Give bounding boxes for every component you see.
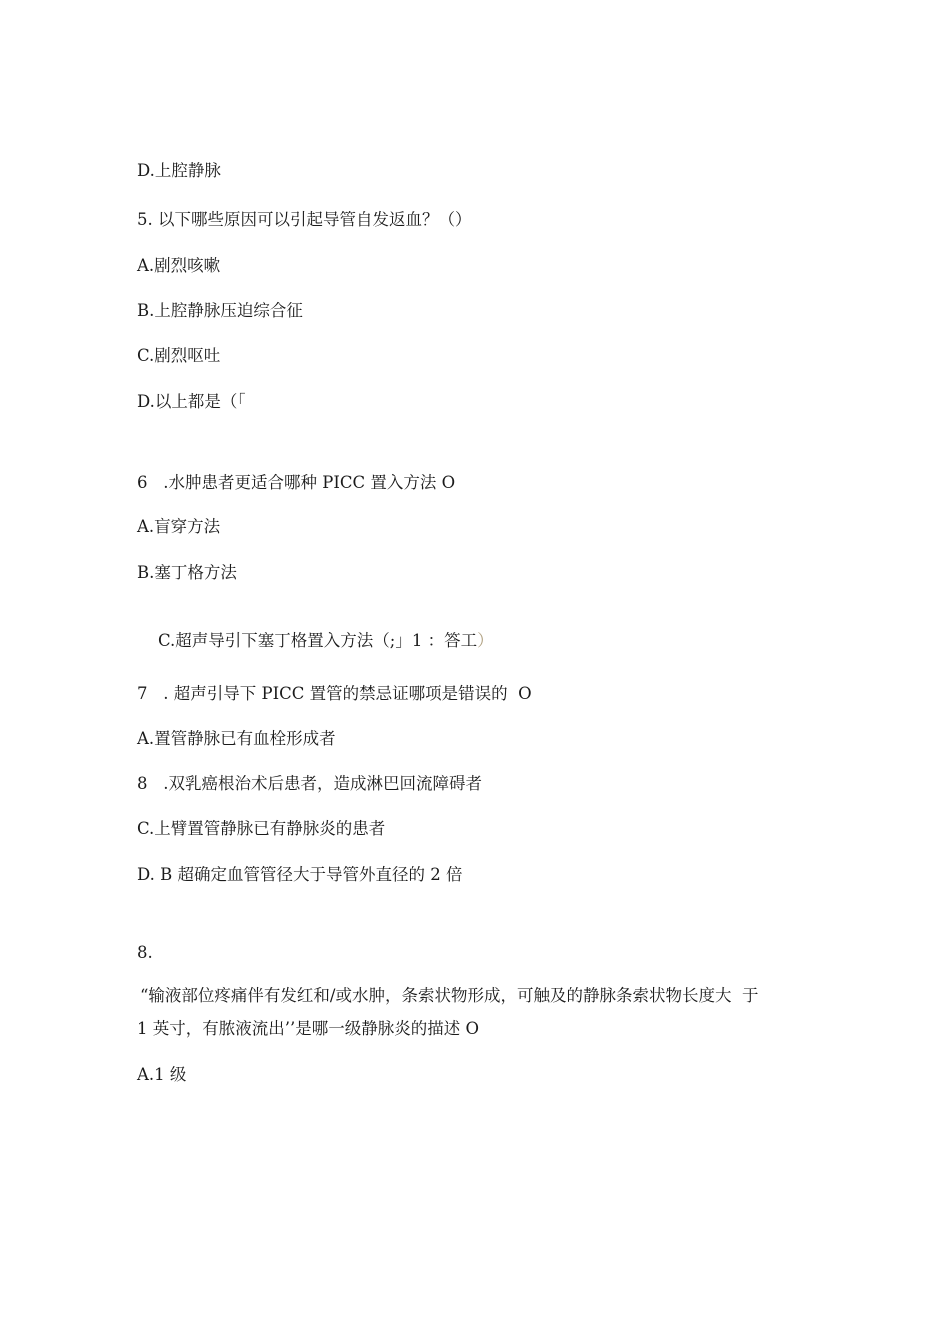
question-8-text-line1: “输液部位疼痛伴有发红和/或水肿，条索状物形成，可触及的静脉条索状物长度大 于: [140, 986, 759, 1005]
option-q4-d: D.上腔静脉: [137, 161, 221, 180]
option-q5-b: B.上腔静脉压迫综合征: [137, 301, 303, 320]
option-q7-b: 8 .双乳癌根治术后患者，造成淋巴回流障碍者: [137, 774, 482, 793]
question-8-text-line2: 1 英寸，有脓液流出’’是哪一级静脉炎的描述 O: [137, 1019, 480, 1038]
option-q5-d: D.以上都是（「: [137, 392, 246, 411]
option-q6-c: [137, 611, 494, 671]
question-7: 7 . 超声引导下 PICC 置管的禁忌证哪项是错误的 O: [137, 684, 532, 703]
option-q6-c-trailing: ）: [477, 631, 494, 650]
option-q8-a: A.1 级: [137, 1065, 187, 1084]
question-5: 5. 以下哪些原因可以引起导管自发返血？（）: [137, 210, 472, 229]
question-6: 6 .水肿患者更适合哪种 PICC 置入方法 O: [137, 473, 456, 492]
option-q7-d: D. B 超确定血管管径大于导管外直径的 2 倍: [137, 865, 463, 884]
question-8-number: 8.: [137, 943, 153, 962]
option-q6-a: A.盲穿方法: [137, 517, 221, 536]
option-q7-c: C.上臂置管静脉已有静脉炎的患者: [137, 819, 386, 838]
option-q5-a: A.剧烈咳嗽: [137, 256, 221, 275]
option-q7-a: A.置管静脉已有血栓形成者: [137, 729, 336, 748]
option-q6-b: B.塞丁格方法: [137, 563, 237, 582]
option-q6-c-text: C.超声导引下塞丁格置入方法（;」1 ：答工: [157, 631, 478, 650]
option-q5-c: C.剧烈呕吐: [137, 346, 221, 365]
